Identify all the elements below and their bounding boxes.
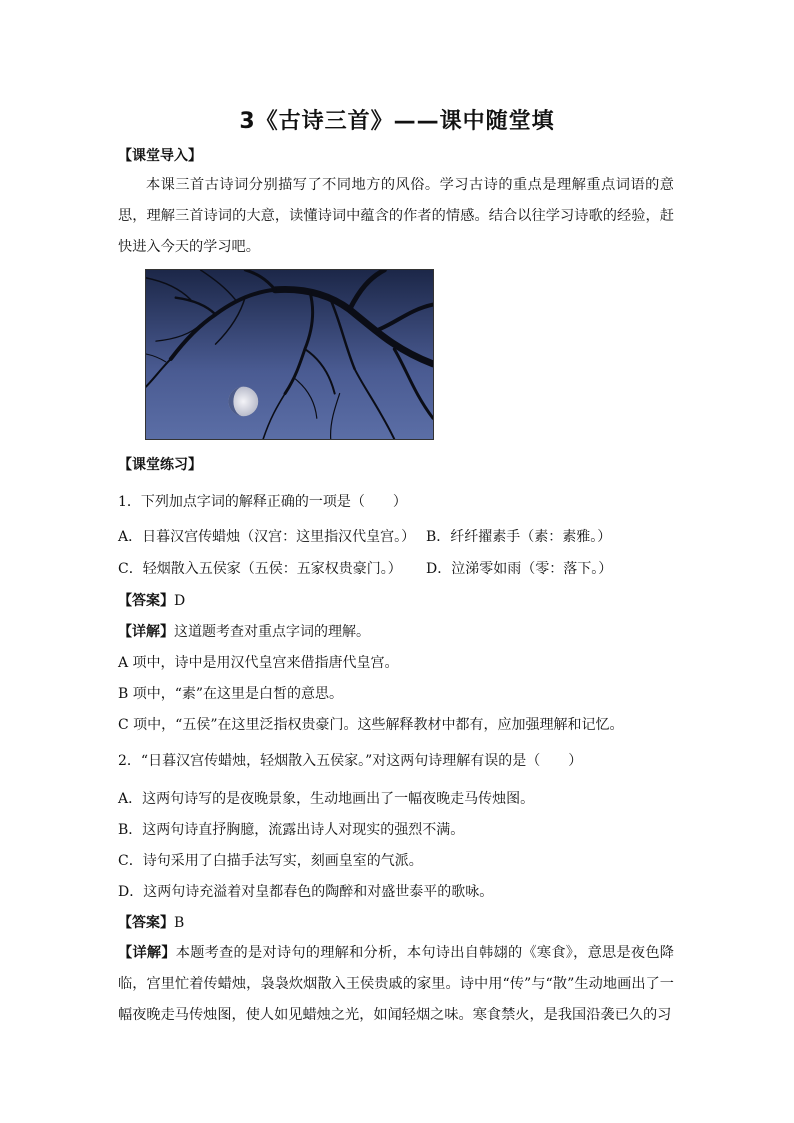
q2-stem: 2．“日暮汉宫传蜡烛，轻烟散入五侯家。”对这两句诗理解有误的是（ ） [118,753,583,769]
page-title: 3《古诗三首》——课中随堂填 [239,109,555,134]
q1-detail-b: B 项中，“素”在这里是白皙的意思。 [118,686,344,702]
q1-detail-line [118,622,678,642]
practice-heading: 【课堂练习】 [118,457,202,473]
q2-answer-label: 【答案】 [118,915,174,931]
q1-detail-label: 【详解】 [118,624,174,640]
q1-detail-a: A 项中，诗中是用汉代皇宫来借指唐代皇宫。 [118,655,399,671]
q2-option-d: D．这两句诗充溢着对皇都春色的陶醉和对盛世泰平的歌咏。 [118,884,494,900]
q1-answer-line [118,591,678,611]
q2-answer: B [174,915,185,931]
q2-detail-paragraph [118,938,674,1031]
q1-option-d: D．泣涕零如雨（零：落下。） [426,561,613,577]
q2-option-b: B．这两句诗直抒胸臆，流露出诗人对现实的强烈不满。 [118,822,465,838]
q1-stem: 1．下列加点字词的解释正确的一项是（ ） [118,494,407,510]
q2-option-c: C．诗句采用了白描手法写实，刻画皇室的气派。 [118,853,423,869]
q2-detail-label: 【详解】 [118,945,176,961]
q1-option-b: B．纤纤擢素手（素：素雅。） [426,529,612,545]
q1-detail-c: C 项中，“五侯”在这里泛指权贵豪门。这些解释教材中都有，应加强理解和记忆。 [118,717,624,733]
q1-option-c: C．轻烟散入五侯家（五侯：五家权贵豪门。） [118,561,402,577]
q2-detail: 本题考查的是对诗句的理解和分析，本句诗出自韩翃的《寒食》，意思是夜色降临，宫里忙着传蜡烛，袅袅炊烟散入王侯贵戚的家里。诗中用“传”与“散”生动地画出了一幅夜晚走马传烛图，使人如见蜡烛之光，如闻轻烟之味。寒食禁火，是我国沿袭已久的习 [118,945,674,1023]
q2-option-a: A．这两句诗写的是夜晚景象，生动地画出了一幅夜晚走马传烛图。 [118,791,535,807]
q1-detail: 这道题考查对重点字词的理解。 [174,624,370,640]
intro-heading: 【课堂导入】 [118,148,202,164]
q2-answer-line [118,913,678,933]
moon-branches-photo [145,269,434,440]
moon-branches-illustration [146,270,433,439]
intro-paragraph: 本课三首古诗词分别描写了不同地方的风俗。学习古诗的重点是理解重点词语的意思，理解三首诗词的大意，读懂诗词中蕴含的作者的情感。结合以往学习诗歌的经验，赶快进入今天的学习吧。 [118,177,674,255]
q1-answer-label: 【答案】 [118,593,174,609]
q1-answer: D [174,593,186,609]
q1-option-a: A．日暮汉宫传蜡烛（汉宫：这里指汉代皇宫。） [118,529,416,545]
